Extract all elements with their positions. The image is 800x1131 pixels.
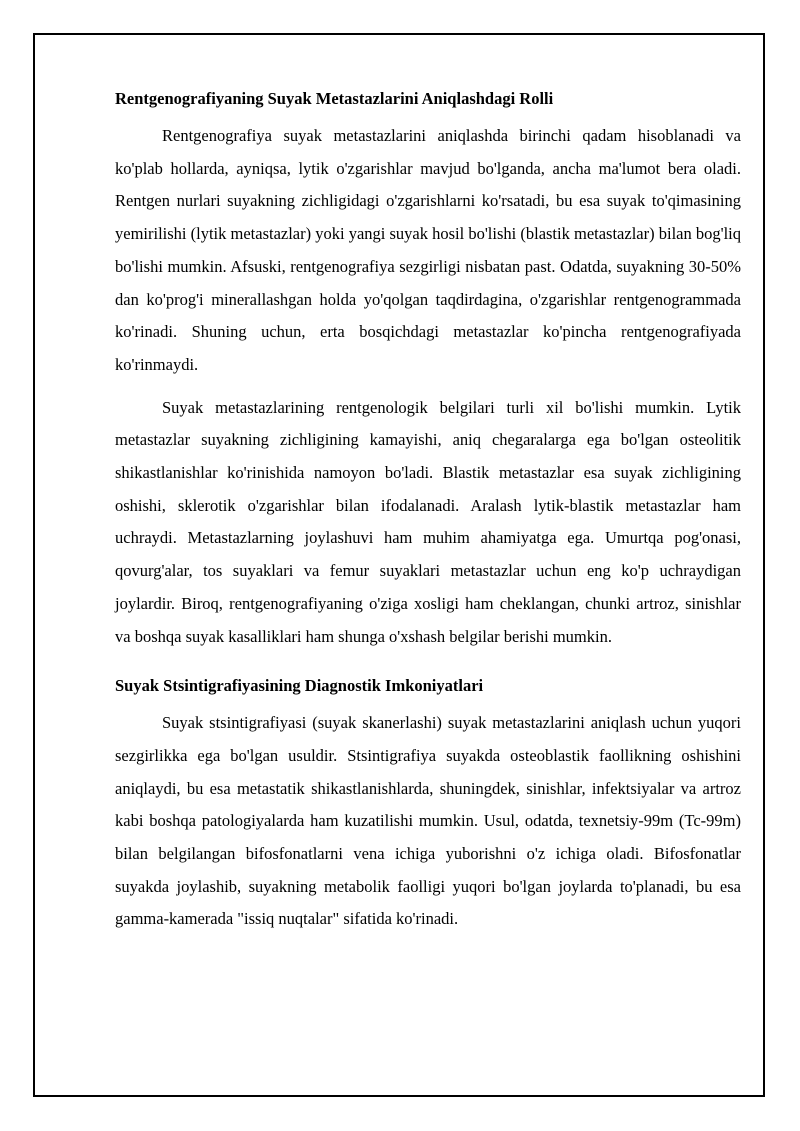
section-heading-radiography: Rentgenografiyaning Suyak Metastazlarini Aniqlashdagi Rolli [115,89,554,108]
paragraph: Suyak stsintigrafiyasi (suyak skanerlashi) suyak metastazlarini aniqlash uchun yuqori sezgirlikka ega bo'lgan usuldir. Stsintigrafiya suyakda osteoblastik faollikning oshishini aniqlaydi, bu esa metastatik shikastlanishlarda, shuningdek, sinishlar, infektsiyalar va artroz kabi boshqa patologiyalarda ham kuzatilishi mumkin. Usul, odatda, texnetsiy-99m (Tc-99m) bilan belgilangan bifosfonatlarni vena ichiga yuborishni o'z ichiga oladi. Bifosfonatlar suyakda joylashib, suyakning metabolik faolligi yuqori bo'lgan joylarda to'planadi, bu esa gamma-kamerada "issiq nuqtalar" sifatida ko'rinadi. [115,713,741,929]
document-body [115,88,741,946]
section-heading-scintigraphy: Suyak Stsintigrafiyasining Diagnostik Imkoniyatlari [115,676,484,696]
paragraph: Suyak metastazlarining rentgenologik belgilari turli xil bo'lishi mumkin. Lytik metastazlar suyakning zichligining kamayishi, aniq chegaralarga ega bo'lgan osteolitik shikastlanishlar ko'rinishida namoyon bo'ladi. Blastik metastazlar esa suyak zichligining oshishi, sklerotik o'zgarishlar bilan ifodalanadi. Aralash lytik-blastik metastazlar ham uchraydi. Metastazlarning joylashuvi ham muhim ahamiyatga ega. Umurtqa pog'onasi, qovurg'alar, tos suyaklari va femur suyaklari metastazlar uchun eng ko'p uchraydigan joylardir. Biroq, rentgenografiyaning o'ziga xosligi ham cheklangan, chunki artroz, sinishlar va boshqa suyak kasalliklari ham shunga o'xshash belgilar berishi mumkin. [115,397,741,646]
paragraph: Rentgenografiya suyak metastazlarini aniqlashda birinchi qadam hisoblanadi va ko'plab hollarda, ayniqsa, lytik o'zgarishlar mavjud bo'lganda, ancha ma'lumot bera oladi. Rentgen nurlari suyakning zichligidagi o'zgarishlarni ko'rsatadi, bu esa suyak to'qimasining yemirilishi (lytik metastazlar) yoki yangi suyak hosil bo'lishi (blastik metastazlar) bilan bog'liq bo'lishi mumkin. Afsuski, rentgenografiya sezgirligi nisbatan past. Odatda, suyakning 30-50% dan ko'prog'i minerallashgan holda yo'qolgan taqdirdagina, o'zgarishlar rentgenogrammada ko'rinadi. Shuning uchun, erta bosqichdagi metastazlar ko'pincha rentgenografiyada ko'rinmaydi. [115,126,741,374]
